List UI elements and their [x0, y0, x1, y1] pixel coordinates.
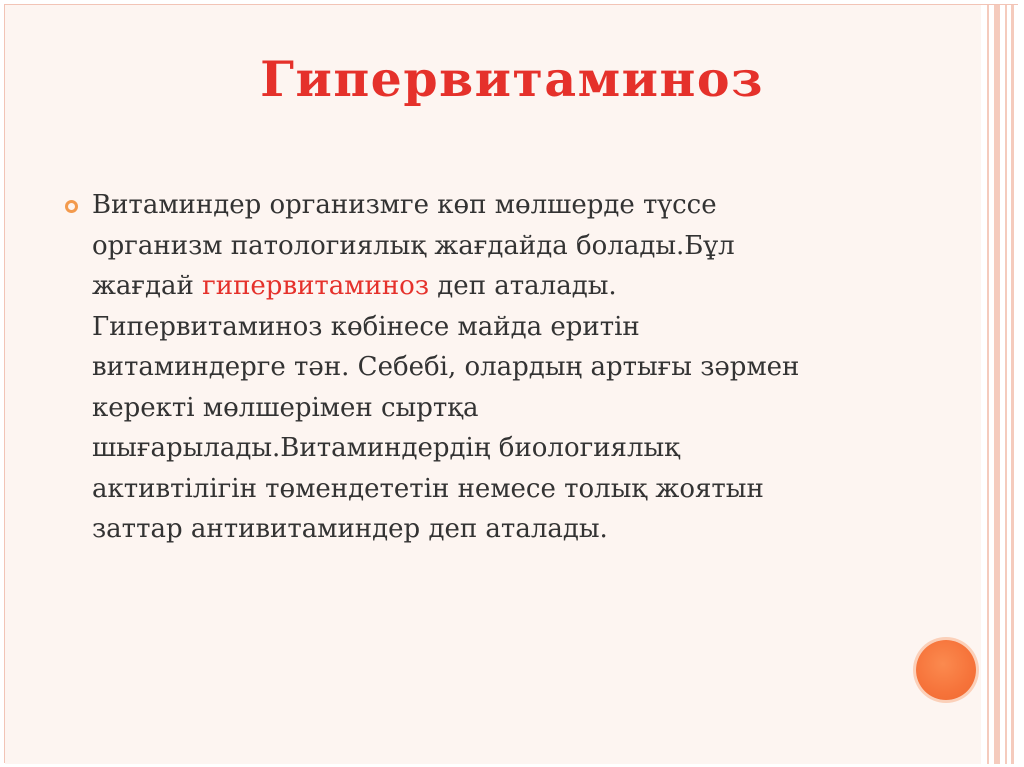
- stripe-2: [994, 5, 1000, 764]
- slide-title: Гипервитаминоз: [260, 50, 764, 108]
- stripe-3: [1005, 5, 1007, 764]
- body-line-3: [92, 266, 952, 307]
- body-line-8: активтілігін төмендететін немесе толық жоятын: [92, 473, 764, 504]
- highlighted-term: гипервитаминоз: [202, 271, 430, 301]
- bullet-icon: [65, 200, 78, 213]
- body-line-5: витаминдерге тән. Себебі, олардың артығы зәрмен: [92, 352, 800, 382]
- body-line-3-before: жағдай: [92, 271, 203, 301]
- body-line-6: керекті мөлшерімен сыртқа: [92, 392, 479, 423]
- body-line-2: организм патологиялық жағдайда болады.Бұл: [92, 230, 735, 261]
- orange-circle-icon: [916, 640, 976, 700]
- decorative-stripes: [981, 5, 1019, 764]
- slide-body-text: [92, 185, 952, 550]
- body-line-3-after: деп аталады.: [429, 271, 617, 301]
- body-line-1: Витаминдер организмге көп мөлшерде түссе: [92, 190, 717, 220]
- body-line-4: Гипервитаминоз көбінесе майда еритін: [92, 311, 640, 342]
- stripe-1: [987, 5, 989, 764]
- stripe-4: [1011, 5, 1014, 764]
- body-line-9: заттар антивитаминдер деп аталады.: [92, 514, 608, 544]
- body-line-7: шығарылады.Витаминдердің биологиялық: [92, 433, 680, 463]
